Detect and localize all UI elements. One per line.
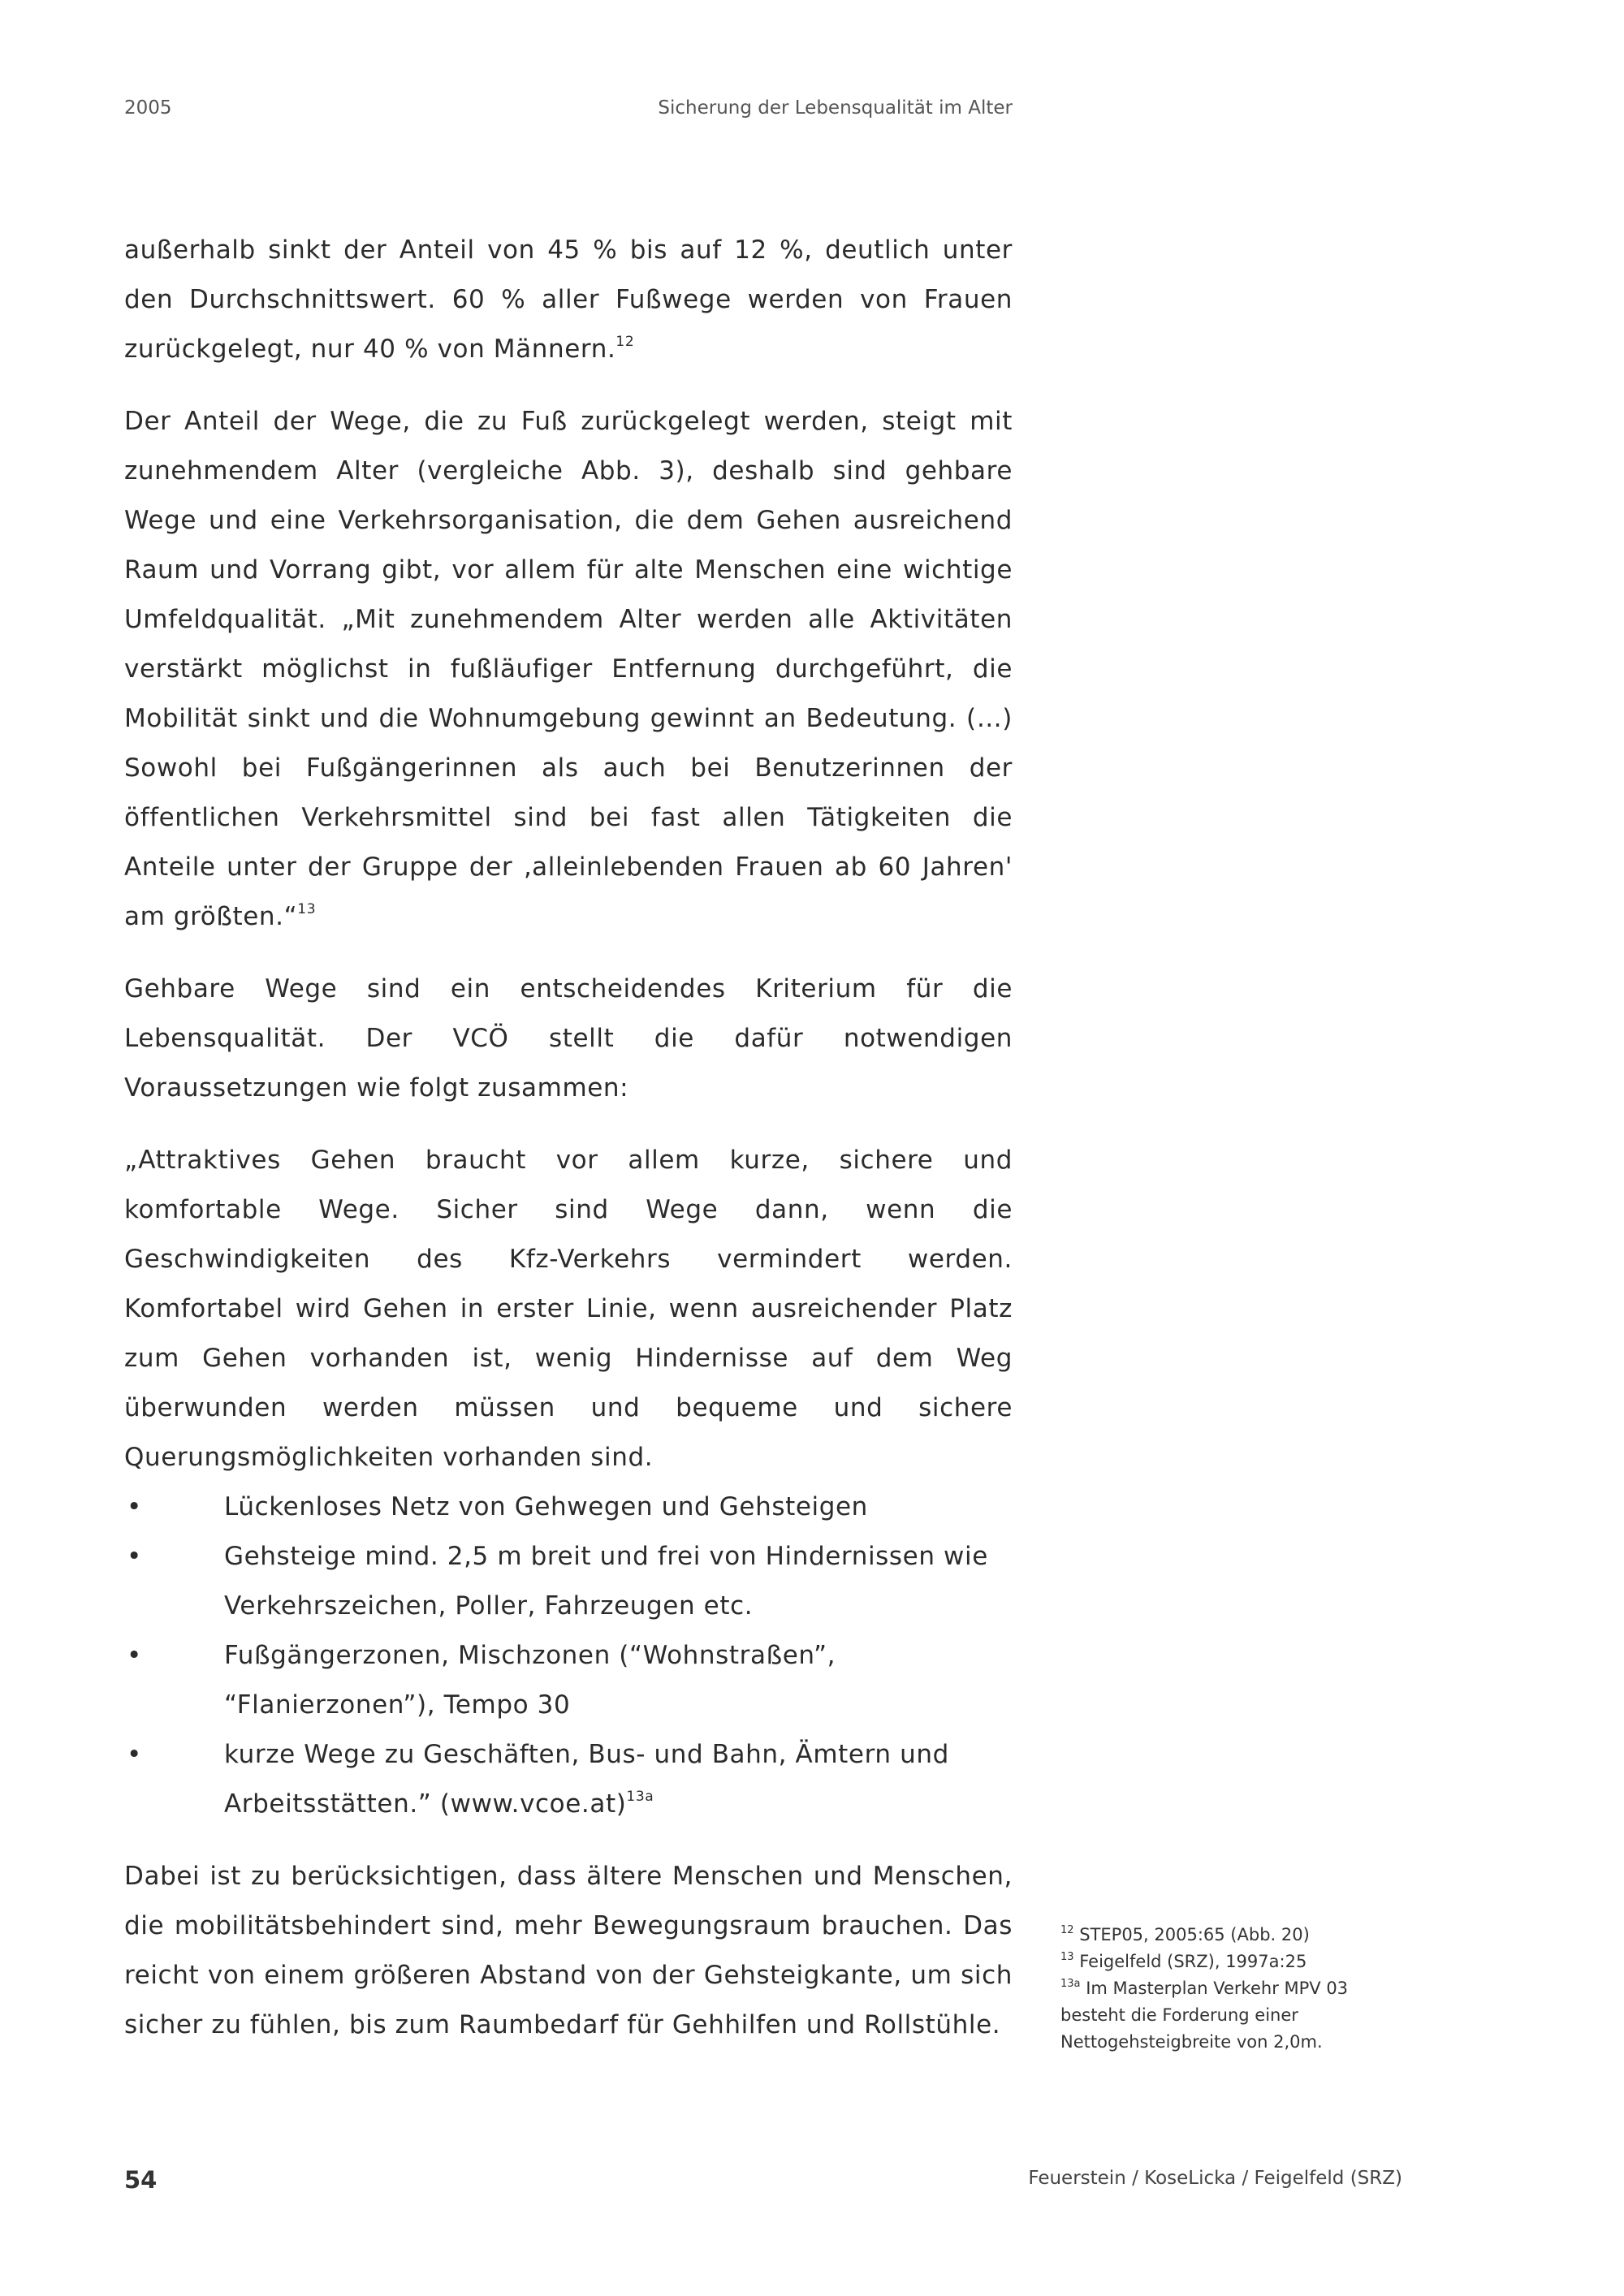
footnote-number: 13	[1060, 1951, 1074, 1963]
list-item-text: Fußgängerzonen, Mischzonen (“Wohnstraßen”, “Flanierzonen”), Tempo 30	[224, 1641, 836, 1720]
paragraph-3: Gehbare Wege sind ein entscheidendes Kriterium für die Lebensqualität. Der VCÖ stellt die dafür notwendigen Voraussetzungen wie folgt zusammen:	[124, 974, 1013, 1103]
header-year: 2005	[124, 97, 172, 119]
bullet-icon: •	[127, 1542, 142, 1571]
paragraph-2	[124, 397, 1013, 942]
footnote-ref-13: 13	[297, 901, 317, 917]
footnote-text: STEP05, 2005:65 (Abb. 20)	[1079, 1925, 1310, 1944]
footnote-text: Feigelfeld (SRZ), 1997a:25	[1079, 1952, 1307, 1971]
paragraph-4-quote: „Attraktives Gehen braucht vor allem kurze, sichere und komfortable Wege. Sicher sind Wege dann, wenn die Geschwindigkeiten des Kfz-Verkehrs vermindert werden. Komfortabel wird Gehen in erster Linie, wenn ausreichender Platz zum Gehen vorhanden ist, wenig Hindernisse auf dem Weg überwunden werden müssen und bequeme und sichere Querungsmöglichkeiten vorhanden sind.	[124, 1146, 1013, 1472]
list-item	[124, 1631, 1013, 1730]
footnotes	[1060, 1922, 1418, 2056]
footnote-ref-13a: 13a	[626, 1789, 654, 1805]
header-title: Sicherung der Lebensqualität im Alter	[658, 97, 1013, 119]
footnote-number: 13a	[1060, 1978, 1081, 1990]
footnote-13a	[1060, 1975, 1418, 2056]
requirements-list	[124, 1482, 1013, 1829]
paragraph-2-text: Der Anteil der Wege, die zu Fuß zurückgelegt werden, steigt mit zunehmendem Alter (vergleiche Abb. 3), deshalb sind gehbare Wege und eine Verkehrsorganisation, die dem Gehen ausreichend Raum und Vorrang gibt, vor allem für alte Menschen eine wichtige Umfeldqualität. „Mit zunehmendem Alter werden alle Aktivitäten verstärkt möglichst in fußläufiger Entfernung durchgeführt, die Mobilität sinkt und die Wohnumgebung gewinnt an Bedeutung. (…) Sowohl bei Fußgängerinnen als auch bei Benutzerinnen der öffentlichen Verkehrsmittel sind bei fast allen Tätigkeiten die Anteile unter der Gruppe der ‚alleinlebenden Frauen ab 60 Jahren' am größten.“	[124, 407, 1013, 931]
list-item-text: kurze Wege zu Geschäften, Bus- und Bahn, Ämtern und Arbeitsstätten.” (www.vcoe.at)	[224, 1740, 949, 1819]
list-item	[124, 1730, 1013, 1829]
paragraph-5: Dabei ist zu berücksichtigen, dass ältere Menschen und Menschen, die mobilitätsbehindert sind, mehr Bewegungsraum brauchen. Das reicht von einem größeren Abstand von der Gehsteigkante, um sich sicher zu fühlen, bis zum Raumbedarf für Gehhilfen und Rollstühle.	[124, 1862, 1013, 2039]
bullet-icon: •	[127, 1641, 142, 1670]
footnote-12	[1060, 1922, 1418, 1949]
footnote-13	[1060, 1949, 1418, 1975]
bullet-icon: •	[127, 1492, 142, 1521]
footnote-text: Im Masterplan Verkehr MPV 03 besteht die Forderung einer Nettogehsteigbreite von 2,0m.	[1060, 1979, 1349, 2052]
list-item	[124, 1532, 1013, 1631]
bullet-icon: •	[127, 1740, 142, 1769]
paragraph-1-text: außerhalb sinkt der Anteil von 45 % bis auf 12 %, deutlich unter den Durchschnittswert. 60 % aller Fußwege werden von Frauen zurückgelegt, nur 40 % von Männern.	[124, 235, 1013, 364]
footer-authors: Feuerstein / KoseLicka / Feigelfeld (SRZ)	[1028, 2168, 1402, 2189]
paragraph-1	[124, 226, 1013, 374]
page-number: 54	[124, 2166, 158, 2194]
footnote-ref-12: 12	[615, 334, 635, 350]
footnote-number: 12	[1060, 1924, 1074, 1936]
list-item-text: Gehsteige mind. 2,5 m breit und frei von Hindernissen wie Verkehrszeichen, Poller, Fahrzeugen etc.	[224, 1542, 988, 1621]
main-text	[124, 226, 1013, 2073]
list-item-text: Lückenloses Netz von Gehwegen und Gehsteigen	[224, 1492, 868, 1521]
list-item	[124, 1482, 1013, 1532]
